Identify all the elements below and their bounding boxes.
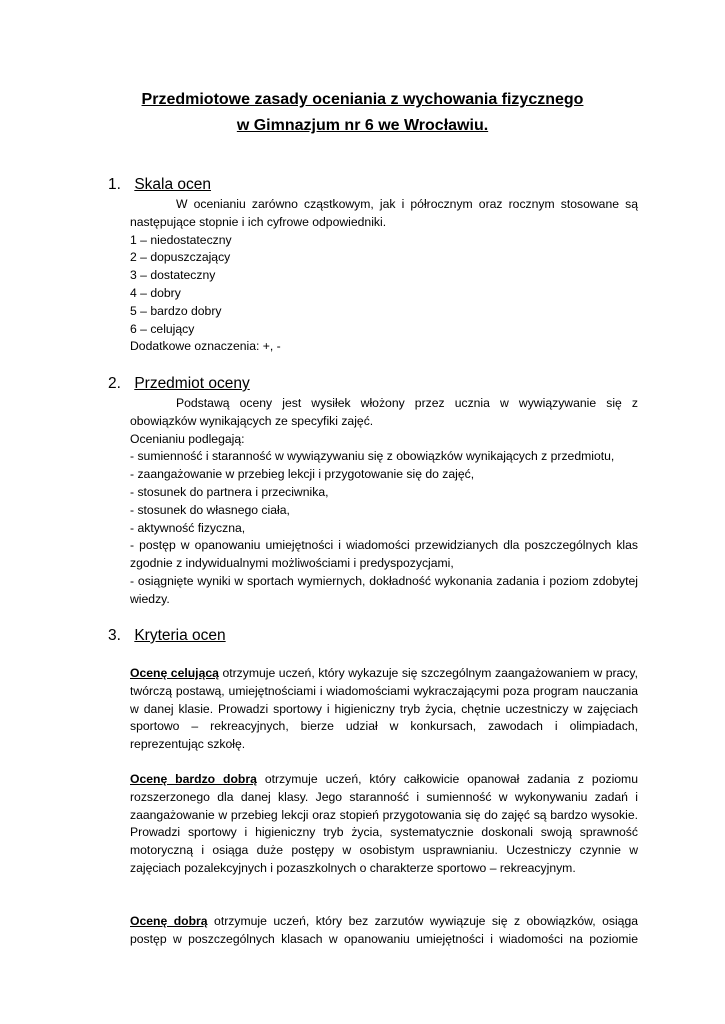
grade-dobra-lead: Ocenę dobrą	[130, 914, 208, 928]
section2-number: 2.	[108, 375, 121, 392]
section1-title: Skala ocen	[134, 176, 212, 193]
section2-body	[130, 395, 638, 609]
grade-bardzo-dobra-text: otrzymuje uczeń, który całkowicie opanował zadania z poziomu rozszerzonego dla danej klasy. Jego staranność i sumienność w wykonywaniu zadań i zaangażowanie w przebieg lekcji oraz stopień przygotowania się do zajęć są bardzo wysokie. Prowadzi sportowy i higieniczny tryb życia, systematycznie doskonali swoją sprawność motoryczną i osiąga duże postępy w osobistym usprawnianiu. Uczestniczy czynnie w zajęciach pozalekcyjnych i pozaszkolnych o charakterze sportowo – rekreacyjnym.	[130, 772, 638, 875]
criteria-item: - aktywność fizyczna,	[130, 520, 246, 535]
section1-heading	[108, 175, 211, 195]
grade-item: 2 – dopuszczający	[130, 250, 231, 265]
grade-item: 6 – celujący	[130, 321, 195, 336]
criteria-item: - stosunek do partnera i przeciwnika,	[130, 484, 329, 499]
grade-dobra-paragraph	[130, 913, 638, 949]
section1-intro: W ocenianiu zarówno cząstkowym, jak i półrocznym oraz rocznym stosowane są następujące stopnie i ich cyfrowe odpowiedniki.	[130, 197, 638, 229]
section2-intro: Podstawą oceny jest wysiłek włożony przez ucznia w wywiązywanie się z obowiązków wynikających ze specyfiki zajęć.	[130, 396, 638, 428]
section1-body	[130, 196, 638, 356]
grade-item: 4 – dobry	[130, 285, 181, 300]
grade-celujaca-lead: Ocenę celującą	[130, 666, 219, 680]
section3-title: Kryteria ocen	[134, 627, 226, 644]
criteria-item: - sumienność i staranność w wywiązywaniu się z obowiązków wynikających z przedmiotu,	[130, 449, 615, 464]
grade-celujaca-paragraph	[130, 665, 638, 754]
grade-item: 3 – dostateczny	[130, 268, 216, 283]
section2-heading	[108, 374, 250, 394]
grade-bardzo-dobra-paragraph	[130, 771, 638, 878]
section3-number: 3.	[108, 627, 121, 644]
grade-item: 1 – niedostateczny	[130, 232, 232, 247]
extra-marks: Dodatkowe oznaczenia: +, -	[130, 339, 281, 354]
criteria-item: - stosunek do własnego ciała,	[130, 502, 290, 517]
criteria-item: - zaangażowanie w przebieg lekcji i przygotowanie się do zajęć,	[130, 467, 475, 482]
section2-title: Przedmiot oceny	[134, 375, 250, 392]
document-title-line2: w Gimnazjum nr 6 we Wrocławiu.	[236, 117, 489, 134]
section2-subject-label: Ocenianiu podlegają:	[130, 431, 245, 446]
grade-celujaca-text: otrzymuje uczeń, który wykazuje się szczególnym zaangażowaniem w pracy, twórczą postawą, umiejętnościami i wiadomościami wykraczającymi poza program nauczania w danej klasie. Prowadzi sportowy i higieniczny tryb życia, chętnie uczestniczy w zajęciach sportowo – rekreacyjnych, bierze udział w konkursach, zawodach i olimpiadach, reprezentując szkołę.	[130, 666, 638, 752]
criteria-item: - postęp w opanowaniu umiejętności i wiadomości przewidzianych dla poszczególnych klas zgodnie z indywidualnymi możliwościami i predyspozycjami,	[130, 538, 638, 571]
section3-heading	[108, 626, 226, 646]
grade-item: 5 – bardzo dobry	[130, 303, 222, 318]
criteria-item: - osiągnięte wyniki w sportach wymiernych, dokładność wykonania zadania i poziom zdobytej wiedzy.	[130, 573, 638, 606]
grade-bardzo-dobra-lead: Ocenę bardzo dobrą	[130, 772, 257, 786]
grade-dobra-text: otrzymuje uczeń, który bez zarzutów wywiązuje się z obowiązków, osiąga postęp w poszczególnych klasach w opanowaniu umiejętności i wiadomości na poziomie	[130, 914, 638, 946]
document-title-line1: Przedmiotowe zasady oceniania z wychowania fizycznego	[141, 91, 584, 108]
section1-number: 1.	[108, 176, 121, 193]
